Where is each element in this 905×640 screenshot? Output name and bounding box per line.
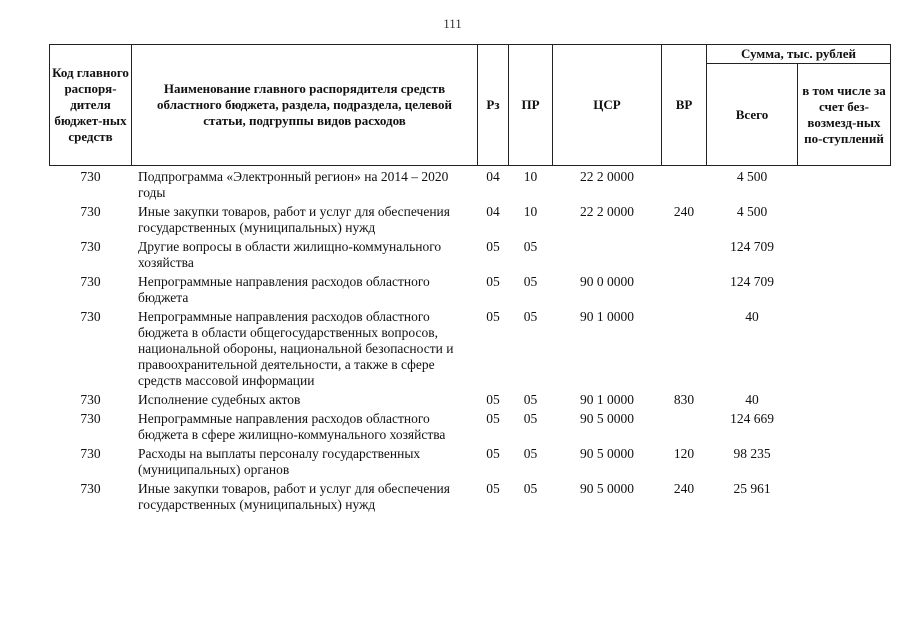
cell-free-receipts <box>798 480 891 515</box>
header-csr: ЦСР <box>553 45 662 166</box>
header-rz: Рз <box>478 45 509 166</box>
cell-csr: 90 0 0000 <box>580 274 634 289</box>
cell-pr: 05 <box>523 274 538 289</box>
cell-csr: 90 5 0000 <box>580 411 634 426</box>
cell-name: Иные закупки товаров, работ и услуг для обеспечения государственных (муниципальных) нужд <box>138 204 450 235</box>
cell-free-receipts <box>798 238 891 273</box>
cell-free-receipts <box>798 203 891 238</box>
cell-rz: 05 <box>486 411 500 426</box>
cell-code: 730 <box>80 239 101 254</box>
cell-vr <box>662 238 707 273</box>
cell-code: 730 <box>80 204 101 219</box>
cell-vr: 120 <box>673 446 695 461</box>
cell-pr: 10 <box>523 169 538 184</box>
table-row <box>50 308 891 391</box>
table-row <box>50 410 891 445</box>
cell-rz: 04 <box>486 169 500 184</box>
cell-total: 40 <box>745 309 759 324</box>
cell-vr: 240 <box>673 481 695 496</box>
cell-csr: 90 1 0000 <box>580 392 634 407</box>
table-row <box>50 166 891 204</box>
header-name: Наименование главного распорядителя средств областного бюджета, раздела, подраздела, целевой статьи, подгруппы видов расходов <box>132 45 478 166</box>
cell-name: Другие вопросы в области жилищно-коммунального хозяйства <box>138 239 442 270</box>
cell-csr <box>553 238 662 273</box>
cell-pr: 05 <box>523 446 538 461</box>
table-row <box>50 238 891 273</box>
cell-pr: 05 <box>523 239 538 254</box>
cell-csr: 90 5 0000 <box>580 481 634 496</box>
cell-rz: 05 <box>486 274 500 289</box>
table-row <box>50 480 891 515</box>
cell-csr: 22 2 0000 <box>580 204 634 219</box>
cell-total: 4 500 <box>736 169 768 184</box>
cell-free-receipts <box>798 308 891 391</box>
cell-rz: 05 <box>486 446 500 461</box>
header-sum-group: Сумма, тыс. рублей <box>707 45 891 64</box>
page-number: 111 <box>443 16 462 31</box>
cell-vr: 240 <box>673 204 695 219</box>
cell-code: 730 <box>80 481 101 496</box>
cell-csr: 90 1 0000 <box>580 309 634 324</box>
table-row <box>50 273 891 308</box>
cell-name: Подпрограмма «Электронный регион» на 2014 – 2020 годы <box>138 169 449 200</box>
cell-free-receipts <box>798 273 891 308</box>
cell-total: 25 961 <box>733 481 771 496</box>
header-total: Всего <box>707 64 798 166</box>
table-row <box>50 445 891 480</box>
cell-vr: 830 <box>673 392 695 407</box>
cell-name: Иные закупки товаров, работ и услуг для обеспечения государственных (муниципальных) нужд <box>138 481 450 512</box>
cell-vr <box>662 410 707 445</box>
cell-code: 730 <box>80 392 101 407</box>
cell-vr <box>662 273 707 308</box>
cell-free-receipts <box>798 445 891 480</box>
cell-csr: 90 5 0000 <box>580 446 634 461</box>
cell-name: Исполнение судебных актов <box>138 392 301 407</box>
cell-total: 124 709 <box>730 274 774 289</box>
cell-code: 730 <box>80 446 101 461</box>
cell-pr: 05 <box>523 411 538 426</box>
cell-total: 124 709 <box>730 239 774 254</box>
cell-rz: 05 <box>486 481 500 496</box>
header-free-receipts: в том числе за счет без-возмезд-ных по-ступлений <box>798 64 891 166</box>
table-header <box>50 45 891 166</box>
cell-free-receipts <box>798 410 891 445</box>
cell-code: 730 <box>80 309 101 324</box>
header-vr: ВР <box>662 45 707 166</box>
table-row <box>50 391 891 410</box>
cell-pr: 10 <box>523 204 538 219</box>
cell-pr: 05 <box>523 392 538 407</box>
cell-pr: 05 <box>523 309 538 324</box>
cell-pr: 05 <box>523 481 538 496</box>
cell-total: 124 669 <box>730 411 774 426</box>
cell-name: Расходы на выплаты персоналу государственных (муниципальных) органов <box>138 446 421 477</box>
budget-table <box>49 44 891 515</box>
cell-code: 730 <box>80 411 101 426</box>
table-row <box>50 203 891 238</box>
cell-total: 40 <box>745 392 759 407</box>
cell-vr <box>662 308 707 391</box>
cell-name: Непрограммные направления расходов областного бюджета <box>138 274 430 305</box>
cell-name: Непрограммные направления расходов областного бюджета в области общегосударственных вопросов, национальной обороны, национальной безопасности и правоохранительной деятельности, а также в сфере средств массовой информации <box>138 309 454 388</box>
cell-code: 730 <box>80 169 101 184</box>
header-code: Код главного распоря-дителя бюджет-ных средств <box>50 45 132 166</box>
cell-name: Непрограммные направления расходов областного бюджета в сфере жилищно-коммунального хозяйства <box>138 411 446 442</box>
cell-code: 730 <box>80 274 101 289</box>
cell-free-receipts <box>798 391 891 410</box>
cell-rz: 05 <box>486 309 500 324</box>
cell-rz: 05 <box>486 239 500 254</box>
cell-total: 98 235 <box>733 446 771 461</box>
cell-rz: 04 <box>486 204 500 219</box>
cell-total: 4 500 <box>736 204 768 219</box>
cell-vr <box>662 166 707 204</box>
cell-csr: 22 2 0000 <box>580 169 634 184</box>
cell-rz: 05 <box>486 392 500 407</box>
header-pr: ПР <box>509 45 553 166</box>
table-body <box>50 166 891 516</box>
cell-free-receipts <box>798 166 891 204</box>
